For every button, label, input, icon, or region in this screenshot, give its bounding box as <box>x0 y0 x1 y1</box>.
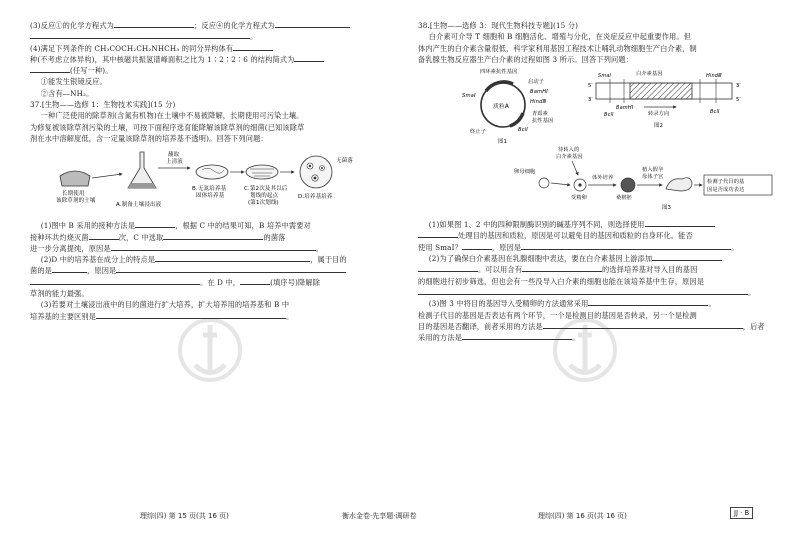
q38-s2-text-b: 。可以用含有 <box>478 265 523 275</box>
fig2-caption: 图2 <box>654 123 664 130</box>
q37-intro-3: 剂在水中溶解度低，含一定量该除草剂的培养基不透明)。回答下列问题： <box>30 133 268 143</box>
answer-blank[interactable] <box>114 20 194 28</box>
fig2-gene-label: 白介素基因 <box>636 71 663 78</box>
q37-s2-line1 <box>30 254 385 265</box>
fig-plate-c-label-3: (第1次划线) <box>248 200 279 207</box>
plate-c-icon <box>246 165 278 179</box>
q38-s3-text-c: 检测子代目的基因是否表达有两个环节，一个是检测目的基因是否转录，另一个是检测 <box>418 310 697 320</box>
right-column <box>418 20 776 343</box>
q38-s3-line3 <box>418 321 776 332</box>
q37-s2-line2 <box>30 265 385 276</box>
answer-blank[interactable] <box>418 264 478 272</box>
right-page-footer: 理综(四) 第 16 页(共 16 页) <box>538 512 627 520</box>
q37-s1-text-g: 。 <box>315 243 324 253</box>
answer-blank[interactable] <box>135 220 175 228</box>
q38-s2-line4 <box>418 287 776 298</box>
morula-icon <box>621 178 635 192</box>
fig2-bcl-label-right: BclⅠ <box>710 109 720 116</box>
q4-line3 <box>30 65 385 76</box>
fig-flask-label: A.制备土壤浸出液 <box>116 202 162 209</box>
answer-blank[interactable] <box>522 264 602 272</box>
answer-blank[interactable] <box>233 43 273 51</box>
fig3-gene-label-2: 白介素基因 <box>556 154 583 161</box>
fig-dip-label: 蘸取 <box>168 152 180 159</box>
answer-blank[interactable] <box>462 332 572 340</box>
q38-s2-text-a: (2)为了确保白介素基因在乳腺细胞中表达，要在白介素基因上游添加 <box>428 254 653 264</box>
q37-intro-1: 一种广泛使用的除草剂(含氮有机物)在土壤中不易被降解，长期使用可污染土壤。 <box>40 111 304 121</box>
q38-s3-text-e: ，后者 <box>742 321 765 331</box>
fig3-implant-label-2: 母体子宫 <box>642 174 664 181</box>
answer-blank[interactable] <box>163 232 263 240</box>
fig3-morula-label: 桑椹胚 <box>616 195 633 202</box>
q4-line2 <box>30 54 385 65</box>
q38-s1-text-d: ，原因是 <box>491 242 522 252</box>
q38-s1-text-b: 处理目的基因和质粒，原因是可以避免目的基因和质粒的自身环化。能否 <box>458 231 693 241</box>
q37-s3-text-b: 培养基的主要区别是 <box>30 311 97 321</box>
answer-blank[interactable] <box>52 265 87 273</box>
q38-s2-line2 <box>418 264 776 275</box>
q4-condition-1: ①能发生银镜反应。 <box>40 77 107 87</box>
q38-s1-text-e: 。 <box>731 242 739 252</box>
q37-s3-line2 <box>30 311 385 322</box>
q38-s1-line2 <box>418 230 776 241</box>
fig2-sma-label: SmaⅠ <box>598 73 612 80</box>
soil-pile-icon <box>60 171 90 186</box>
fig1-bcl-label: BclⅠ <box>518 127 528 134</box>
answer-blank[interactable] <box>588 298 708 306</box>
fig3-culture-label: 体外培养 <box>592 175 614 182</box>
q37-s1-text-a: (1)图中 B 采用的接种方法是 <box>40 221 136 231</box>
q4-line <box>30 43 385 54</box>
answer-blank[interactable] <box>275 20 350 28</box>
answer-blank[interactable] <box>30 277 200 285</box>
q37-s1-text-d: 次，C 中选取 <box>118 232 164 242</box>
q37-s1-text-e: 的菌落 <box>263 232 286 242</box>
fig2-3prime-top: 3′ <box>736 83 741 90</box>
q38-s1-line1 <box>418 219 776 230</box>
fig1-bamh-label: BamHⅠ <box>530 89 548 96</box>
q37-s1-text-f: 进一步分离提纯，原因是 <box>30 243 111 253</box>
fig2-5prime-top: 5′ <box>588 83 593 90</box>
q37-s3-text-a: (3)若要对土壤浸出液中的目的菌进行扩大培养，扩大培养用的培养基和 B 中 <box>40 300 290 310</box>
q38-title: 38.[生物——选修 3：现代生物科技专题](15 分) <box>418 21 579 30</box>
fig1-sma-label: SmaⅠ <box>462 93 476 100</box>
answer-blank[interactable] <box>96 311 286 319</box>
answer-blank[interactable] <box>418 287 748 295</box>
q37-s2-text-g: 草剂的能力最强。 <box>30 289 89 299</box>
q37-s2-text-c: 菌的是 <box>30 266 53 276</box>
fig3-caption: 图3 <box>662 205 672 212</box>
fig1-term-label: 终止子 <box>470 129 487 136</box>
fig1-amp-label-2: 抗性基因 <box>532 118 554 125</box>
q37-intro-2: 为修复被该除草剂污染的土壤，可按下面程序选育能降解该除草剂的细菌(已知该除草 <box>30 122 305 132</box>
fig-soil-label-2: 该除草剂的土壤 <box>56 198 96 205</box>
fig-plate-b-label-2: 无氮培养基 <box>198 186 227 193</box>
plate-b-icon <box>196 165 228 179</box>
fig3-detect-label: 检测子代目的基 <box>707 179 745 186</box>
q38-s1-line3 <box>418 242 776 253</box>
answer-blank[interactable] <box>155 254 310 262</box>
watermark-logo <box>175 315 245 385</box>
q38-intro-1: 白介素可介导 T 细胞和 B 细胞活化、增殖与分化，在炎症反应中起重要作用。但 <box>428 32 692 42</box>
q38-s2-line1 <box>418 253 776 264</box>
fig-dip-label-2: 上清液 <box>166 159 183 166</box>
fig2-dir-label: 转录方向 <box>648 111 670 118</box>
fig3-egg-label: 受精卵 <box>571 195 588 202</box>
q4-text-a: (4)满足下列条件的 CH₃COCH₂CH₂NHCH₃ 的同分异构体有 <box>30 43 234 53</box>
q37-s2-text-b: ，属于目的 <box>310 255 347 265</box>
answer-blank[interactable] <box>294 54 324 62</box>
mother-animal-icon <box>666 178 692 191</box>
q38-s3-text-a: (3)图 3 中将目的基因导入受精卵的方法通常采用 <box>428 299 589 309</box>
q3-text-c: 。 <box>250 32 258 42</box>
fig1-resist-label: 四环素抗性基因 <box>480 69 518 76</box>
q38-s3-text-d: 目的基因是否翻译，前者采用的方法是 <box>418 321 543 331</box>
q38-intro-3: 备乳腺生物反应器生产白介素的过程如图 3 所示。回答下列问题： <box>418 54 634 64</box>
flask-icon <box>128 152 156 188</box>
fig1-plasmid-label: 质粒A <box>493 104 510 111</box>
fig-note-label: 无菌落 <box>336 158 353 165</box>
answer-blank[interactable] <box>111 243 316 251</box>
q38-s3-line1 <box>418 298 776 309</box>
interleukin-gene-segment <box>630 83 692 99</box>
fig1-caption: 图1 <box>498 139 508 146</box>
fig3-ovum-label: 卵母细胞 <box>514 169 536 176</box>
fig2-hind-label: HindⅢ <box>706 73 722 80</box>
answer-blank[interactable] <box>30 65 70 73</box>
q38-s2-text-c: 的选择培养基对导入目的基因 <box>602 265 698 275</box>
answer-blank[interactable] <box>462 242 492 250</box>
answer-blank[interactable] <box>89 232 119 240</box>
q37-s3-text-c: 。 <box>286 311 294 321</box>
edition-badge: JJ · B <box>730 507 753 519</box>
fig1-amp-label: 青霉素 <box>532 111 549 118</box>
fig-plate-c-label: C.第2次及其以后 <box>244 186 288 193</box>
answer-blank[interactable] <box>521 242 731 250</box>
fig2-3prime-bottom: 3′ <box>588 97 593 104</box>
q3-line <box>30 20 385 31</box>
q38-s1-text-a: (1)如果图 1、2 中的四种限制酶识别的碱基序列不同，则选择使用 <box>428 220 645 230</box>
q38-intro-2: 体内产生的白介素含量很低，科学家利用基因工程技术让哺乳动物细胞生产白介素，制 <box>418 43 697 53</box>
q37-s1-line2 <box>30 232 385 243</box>
fig3-implant-label: 植入假孕 <box>642 167 664 174</box>
fig2-5prime-bottom: 5′ <box>736 97 741 104</box>
q4-condition-2: ②含有—NH₂。 <box>40 88 94 98</box>
q3-line2 <box>30 31 385 42</box>
answer-blank[interactable] <box>240 277 270 285</box>
q37-s2-line3 <box>30 277 385 288</box>
fig2-bamh-label: BamHⅠ <box>616 105 634 112</box>
q37-procedure-figure <box>30 146 385 218</box>
fig-soil-label: 长期使用 <box>62 191 85 198</box>
q37-s2-text-a: (2)D 中的培养基在成分上的特点是 <box>40 255 156 265</box>
q38-figures <box>418 67 776 217</box>
q37-title: 37.[生物——选修 1：生物技术实践](15 分) <box>30 100 176 110</box>
q38-s1-text-c: 使用 SmaⅠ？ <box>418 242 462 252</box>
q3-text-b: ；反应④的化学方程式为 <box>194 21 275 30</box>
q4-text-b: 种(不考虑立体异构)，其中核磁共振氢谱峰面积之比为 1∶2∶2∶6 的结构简式为 <box>30 54 295 64</box>
q38-s2-text-d: 的细胞进行初步筛选，但也会有一些没导入白介素的细胞也能在该培养基中生存，原因是 <box>418 276 705 286</box>
plate-d-icon <box>300 156 332 188</box>
q37-s1-line3 <box>30 243 385 254</box>
fig1-hind-label: HindⅢ <box>530 99 547 106</box>
answer-blank[interactable] <box>418 230 458 238</box>
left-page-footer: 理综(四) 第 15 页(共 16 页) <box>140 512 229 520</box>
fig-plate-d-label: D.培养基培养 <box>298 194 333 201</box>
q38-s3-text-g: 。 <box>572 333 580 343</box>
fig3-gene-label: 待转入的 <box>558 147 580 154</box>
fig-plate-b-label: B. <box>192 186 198 193</box>
q4-text-c: (任写一种)。 <box>70 66 113 76</box>
q37-s2-text-f: (填序号)降解除 <box>270 277 321 287</box>
answer-blank[interactable] <box>30 31 250 39</box>
left-column <box>30 20 385 322</box>
fig3-detect-label-2: 因是否成功表达 <box>707 187 745 194</box>
q38-s3-text-b: 。 <box>708 299 716 309</box>
fig2-bcl-label: BclⅠ <box>604 112 614 119</box>
answer-blank[interactable] <box>543 321 743 329</box>
q37-s2-text-e: 。在 D 中， <box>200 277 241 287</box>
q38-s3-line4 <box>418 332 776 343</box>
q3-text-a: (3)反应①的化学方程式为 <box>30 21 115 30</box>
fig-plate-b-label-3: 固体培养基 <box>196 193 225 200</box>
answer-blank[interactable] <box>652 253 722 261</box>
center-footer: 衡水金卷·先享题·调研卷 <box>342 512 417 520</box>
q37-s2-text-d: ，原因是 <box>87 266 117 276</box>
fig1-promoter-label: 启动子 <box>528 79 545 86</box>
answer-blank[interactable] <box>645 219 715 227</box>
q37-s1-line1 <box>30 220 385 231</box>
q38-s2-text-e: 。 <box>748 287 756 297</box>
oocyte-icon <box>539 178 549 188</box>
q37-s1-text-c: 接种环共灼烧灭菌 <box>30 232 89 242</box>
q37-s1-text-b: ，根据 C 中的结果可知，B 培养中需要对 <box>175 221 311 231</box>
answer-blank[interactable] <box>116 265 346 273</box>
fig-plate-c-label-2: 划线的起点 <box>250 193 279 200</box>
q38-s3-text-f: 采用的方法是 <box>418 333 463 343</box>
